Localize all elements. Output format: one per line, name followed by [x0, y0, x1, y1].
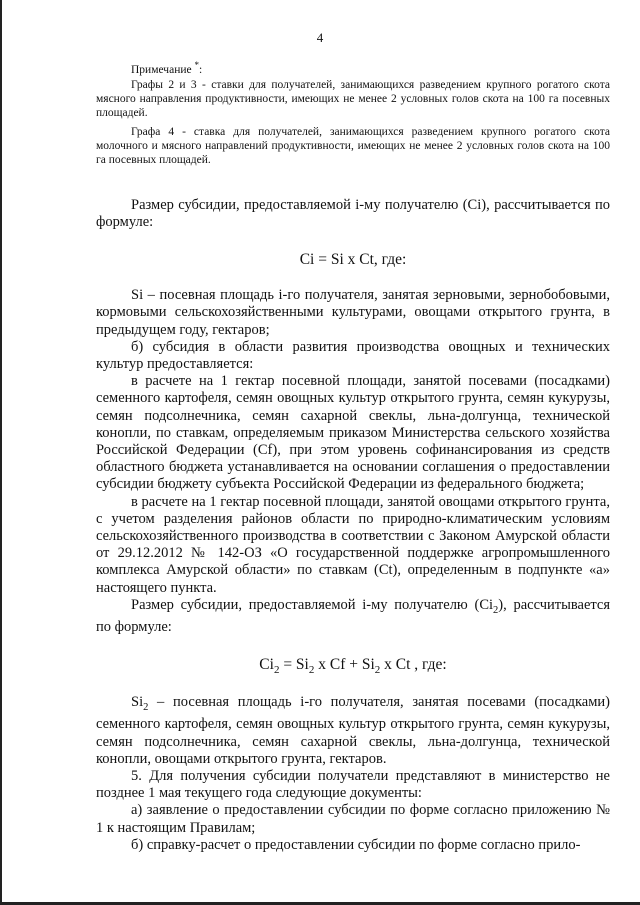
note-paragraph-2: Графа 4 - ставка для получателей, занимающихся разведением крупного рогатого скота молочного и мясного направлений продуктивности, имеющих не менее 2 условных голов скота на 100 га посевных площадей. [96, 125, 610, 166]
paragraph-5b: б) справку-расчет о предоставлении субсидии по форме согласно прило- [131, 836, 581, 853]
note-title: Примечание *: [131, 60, 203, 76]
paragraph-per-hectare-cf: в расчете на 1 гектар посевной площади, занятой посевами (посадками) семенного картофеля, семян овощных культур открытого грунта, семян кукурузы, семян подсолнечника, семян сахарной свеклы, льна-долгунца, технической конопли, по ставкам, определяемым приказом Министерства сельского хозяйства Российской Федерации (Cf), при этом уровень софинансирования из средств областного бюджета устанавливается на основании соглашения о предоставлении субсидии бюджету субъекта Российской Федерации из федерального бюджета; [96, 373, 610, 493]
formula-2: $Ci_2 = Si_2$ x $Cf + Si_2$ x Ct , где: [259, 656, 447, 677]
scan-left-edge [0, 0, 2, 905]
paragraph-subsidy-size-2: Размер субсидии, предоставляемой i-му получателю $(Ci_2)$, рассчитывается по формуле: [96, 596, 611, 635]
document-body [96, 60, 610, 854]
formula-1: Ci = Si x Ct, где: [299, 251, 407, 269]
paragraph-si2-definition: $Si_2$ – посевная площадь i-го получателя, занятая посевами (посадками) семенного картофеля, семян овощных культур открытого грунта, семян кукурузы, семян подсолнечника, семян сахарной свеклы, льна-долгунца, технической конопли, овощами открытого грунта, гектаров. [96, 694, 610, 767]
paragraph-5a: а) заявление о предоставлении субсидии по форме согласно приложению № 1 к настоящим Правилам; [96, 802, 610, 836]
page-number: 4 [316, 30, 324, 45]
paragraph-per-hectare-ct: в расчете на 1 гектар посевной площади, занятой овощами открытого грунта, с учетом разделения районов области по природно-климатическим условиям сельскохозяйственного производства в соответствии с Законом Амурской области от 29.12.2012 № 142-ОЗ «О государственной поддержке агропромышленного комплекса Амурской области» по ставкам (Ct), определенным в подпункте «а» настоящего пункта. [96, 493, 610, 596]
paragraph-subsidy-size: Размер субсидии, предоставляемой i-му получателю (Ci), рассчитывается по формуле: [96, 196, 610, 231]
paragraph-5: 5. Для получения субсидии получатели представляют в министерство не позднее 1 мая текущего года следующие документы: [96, 767, 610, 802]
paragraph-b: б) субсидия в области развития производства овощных и технических культур предоставляется: [96, 338, 610, 373]
note-paragraph-1: Графы 2 и 3 - ставки для получателей, занимающихся разведением крупного рогатого скота мясного направления продуктивности, имеющих не менее 2 условных голов скота на 100 га посевных площадей. [96, 78, 610, 119]
paragraph-si-definition: Si – посевная площадь i-го получателя, занятая зерновыми, зернобобовыми, кормовыми сельскохозяйственными культурами, овощами открытого грунта, в предыдущем году, гектаров; [96, 287, 610, 338]
